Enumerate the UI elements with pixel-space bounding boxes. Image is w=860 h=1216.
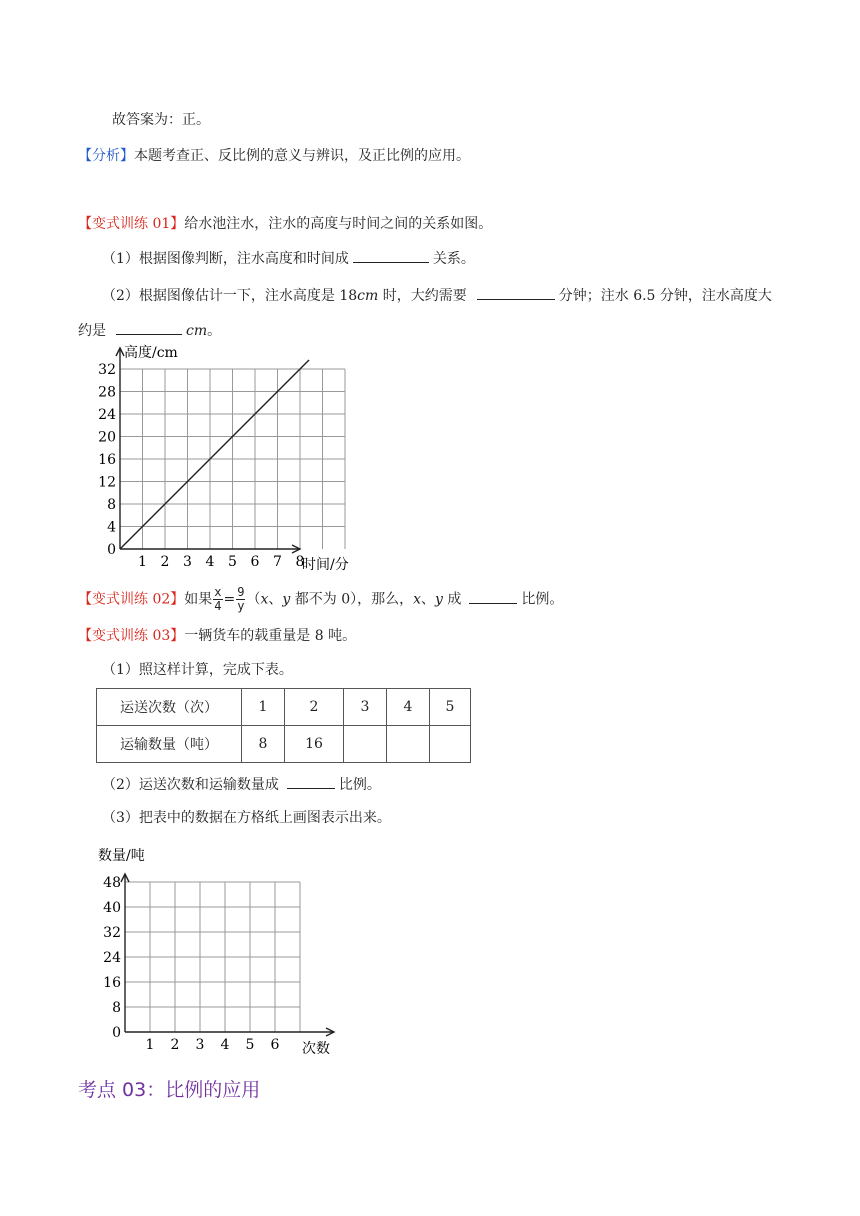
graph2-ylabel: 数量/吨 xyxy=(98,848,145,864)
ex1-q1-pre: （1）根据图像判断，注水高度和时间成 xyxy=(102,251,349,267)
ex1-q2-line2-unit: cm xyxy=(186,323,208,339)
ex3-q2 xyxy=(102,774,381,795)
analysis-text: 本题考查正、反比例的意义与辨识，及正比例的应用。 xyxy=(134,148,470,164)
graph1-grid xyxy=(116,348,345,553)
frac1-num: x xyxy=(214,585,222,599)
table-cell-empty[interactable] xyxy=(344,726,387,763)
ex1-q2-mid: 时，大约需要 xyxy=(378,288,467,304)
y-tick-label: 24 xyxy=(103,950,121,966)
y-tick-label: 0 xyxy=(112,1025,121,1041)
x-tick-label: 7 xyxy=(273,554,282,570)
ex3-tag: 【变式训练 03】 xyxy=(78,628,185,644)
height-time-line xyxy=(120,360,309,549)
x-tick-label: 5 xyxy=(245,1037,255,1053)
y-tick-label: 24 xyxy=(98,407,116,423)
table-cell-empty[interactable] xyxy=(387,726,430,763)
graph2-grid xyxy=(121,874,334,1036)
ex2-cond-y: y xyxy=(282,591,291,608)
section-heading: 考点 03：比例的应用 xyxy=(78,1079,261,1101)
ex1-q2-line2-end: 。 xyxy=(207,323,222,339)
table-cell: 运输数量（吨） xyxy=(97,726,242,763)
y-tick-label: 8 xyxy=(112,1000,121,1016)
y-tick-label: 4 xyxy=(107,519,116,536)
x-tick-label: 2 xyxy=(170,1037,180,1053)
table-cell: 5 xyxy=(430,689,471,726)
y-tick-label: 16 xyxy=(98,452,116,468)
ex3-q2-blank[interactable] xyxy=(287,774,335,789)
y-tick-label: 0 xyxy=(107,542,116,558)
x-tick-label: 1 xyxy=(138,554,147,570)
y-tick-label: 40 xyxy=(103,900,121,916)
y-tick-label: 48 xyxy=(103,875,121,891)
table-cell: 3 xyxy=(344,689,387,726)
graph1-y-ticks xyxy=(98,362,116,558)
graph2-y-ticks xyxy=(103,875,121,1041)
x-tick-label: 4 xyxy=(220,1037,230,1053)
graph1-xlabel: 时间/分 xyxy=(302,557,349,573)
ex1-q2-mid2: 分钟；注水 6.5 分钟，注水高度大 xyxy=(558,288,772,304)
x-tick-label: 6 xyxy=(250,554,260,570)
ex2-cond-x: x xyxy=(260,591,269,608)
ex1-q2-unit: cm xyxy=(357,288,379,304)
frac2-den: y xyxy=(237,599,245,613)
graph2-x-ticks xyxy=(146,1037,280,1053)
ex2-post-sep: 、 xyxy=(421,591,436,608)
ex3-q1: （1）照这样计算，完成下表。 xyxy=(102,662,293,678)
x-tick-label: 1 xyxy=(145,1037,155,1053)
table-cell: 4 xyxy=(387,689,430,726)
table-cell: 8 xyxy=(242,726,285,763)
ex3-q2-post: 比例。 xyxy=(338,777,381,793)
delivery-table xyxy=(96,688,471,763)
y-tick-label: 16 xyxy=(103,975,121,991)
table-cell: 2 xyxy=(285,689,344,726)
analysis-tag: 【分析】 xyxy=(78,148,134,164)
y-tick-label: 32 xyxy=(103,925,121,941)
ex1-q1-post: 关系。 xyxy=(432,251,475,267)
x-tick-label: 8 xyxy=(295,554,305,570)
table-cell-empty[interactable] xyxy=(430,726,471,763)
y-tick-label: 32 xyxy=(98,362,116,378)
x-tick-label: 5 xyxy=(228,554,237,570)
ex2-cond-sep: 、 xyxy=(268,591,283,608)
ex2-eq: = xyxy=(223,591,236,608)
ex2-post-x: x xyxy=(413,591,422,608)
ex1-q2-pre: （2）根据图像估计一下，注水高度是 18 xyxy=(102,288,358,304)
frac1-den: 4 xyxy=(214,599,222,613)
table-row xyxy=(97,689,471,726)
ex2-pre: 如果 xyxy=(184,591,213,608)
ex2-post-end: 比例。 xyxy=(521,591,564,608)
x-tick-label: 6 xyxy=(270,1037,280,1053)
ex2-cond-close: 都不为 0），那么， xyxy=(290,591,414,608)
ex2-line xyxy=(78,586,563,613)
x-tick-label: 3 xyxy=(183,554,192,570)
x-tick-label: 4 xyxy=(205,554,215,570)
table-row xyxy=(97,726,471,763)
table-cell: 16 xyxy=(285,726,344,763)
frac-9-over-y xyxy=(236,586,245,613)
ex1-text: 给水池注水，注水的高度与时间之间的关系如图。 xyxy=(184,216,493,232)
y-tick-label: 12 xyxy=(98,474,116,491)
frac-x-over-4 xyxy=(213,586,222,613)
ex3-q3: （3）把表中的数据在方格纸上画图表示出来。 xyxy=(102,810,391,826)
ex3-text: 一辆货车的载重量是 8 吨。 xyxy=(184,628,357,644)
ex2-tag: 【变式训练 02】 xyxy=(78,591,185,608)
table-cell: 1 xyxy=(242,689,285,726)
y-tick-label: 28 xyxy=(98,384,116,401)
ex3-q2-pre: （2）运送次数和运输数量成 xyxy=(102,777,279,793)
ex1-tag: 【变式训练 01】 xyxy=(78,216,185,232)
frac2-num: 9 xyxy=(237,585,245,599)
graph1-x-ticks xyxy=(138,554,304,570)
ex3-title xyxy=(78,626,356,646)
x-tick-label: 2 xyxy=(160,554,170,570)
answer-line: 故答案为：正。 xyxy=(112,112,210,128)
ex2-post-mid: 成 xyxy=(442,591,462,608)
graph1-ylabel: 高度/cm xyxy=(124,345,178,361)
ex1-q2-line2-pre: 约是 xyxy=(78,323,106,339)
ex2-post-y: y xyxy=(435,591,443,608)
x-tick-label: 3 xyxy=(195,1037,205,1053)
table-cell: 运送次数（次） xyxy=(97,689,242,726)
y-tick-label: 8 xyxy=(107,497,116,513)
graph2-xlabel: 次数 xyxy=(302,1041,330,1057)
ex2-cond-open: （ xyxy=(246,591,261,608)
y-tick-label: 20 xyxy=(98,429,116,446)
ex2-blank[interactable] xyxy=(469,589,517,604)
